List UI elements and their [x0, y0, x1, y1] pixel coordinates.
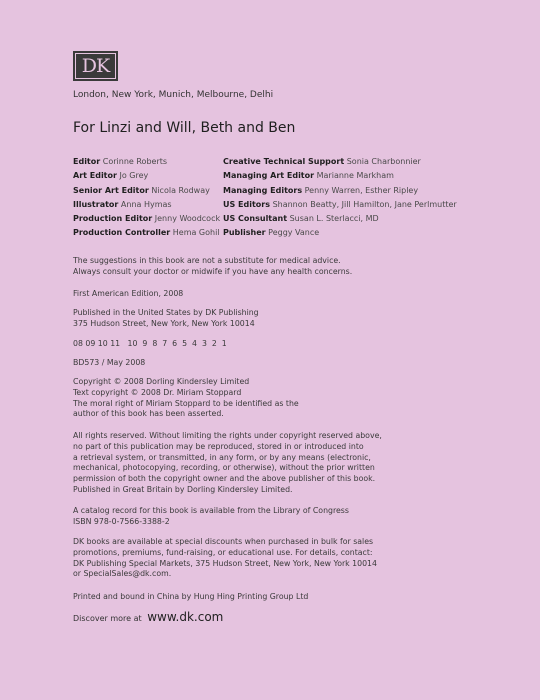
- text-line: 08 09 10 11 10 9 8 7 6 5 4 3 2 1: [73, 339, 227, 348]
- text-line: permission of both the copyright owner and the above publisher of this book.: [73, 474, 376, 484]
- text-line: mechanical, photocopying, recording, or otherwise), without the prior written: [73, 463, 375, 473]
- text-line: First American Edition, 2008: [73, 289, 184, 298]
- text-line: no part of this publication may be reproduced, stored in or introduced into: [73, 441, 364, 451]
- text-line: a retrieval system, or transmitted, in any form, or by any means (electronic,: [73, 452, 371, 462]
- credit-role: Production Controller: [73, 228, 171, 238]
- credit-name: Penny Warren, Esther Ripley: [304, 185, 419, 195]
- credit-row: [73, 226, 220, 240]
- credit-role: Editor: [73, 157, 101, 166]
- text-line: promotions, premiums, fund-raising, or educational use. For details, contact:: [73, 547, 373, 557]
- edition-note: [73, 289, 373, 300]
- credit-role: Illustrator: [73, 199, 119, 209]
- text-line: author of this book has been asserted.: [73, 409, 224, 419]
- text-line: Published in Great Britain by Dorling Kindersley Limited.: [73, 484, 293, 494]
- medical-disclaimer: [73, 256, 373, 278]
- credit-row: [73, 169, 220, 183]
- text-line: BD573 / May 2008: [73, 358, 146, 367]
- rights-reserved: [73, 431, 382, 496]
- text-line: DK books are available at special discounts when purchased in bulk for sales: [73, 537, 374, 546]
- credit-row: [73, 212, 220, 226]
- credit-name: Shannon Beatty, Jill Hamilton, Jane Perlmutter: [272, 199, 457, 209]
- credit-name: Corinne Roberts: [102, 157, 168, 166]
- copyright-block: [73, 377, 373, 420]
- publisher-cities: London, New York, Munich, Melbourne, Delhi: [73, 90, 274, 100]
- credit-name: Anna Hymas: [120, 199, 172, 209]
- credit-row: [223, 212, 457, 226]
- credit-name: Jenny Woodcock: [154, 214, 221, 224]
- credit-name: Nicola Rodway: [151, 185, 210, 195]
- discover-more: [73, 610, 223, 624]
- credit-row: [223, 169, 457, 183]
- credit-row: [73, 155, 220, 169]
- credit-name: Jo Grey: [119, 171, 149, 181]
- text-line: Always consult your doctor or midwife if you have any health concerns.: [73, 266, 353, 276]
- text-line: ISBN 978-0-7566-3388-2: [73, 516, 170, 526]
- credit-row: [223, 184, 457, 198]
- credit-role: Managing Art Editor: [223, 171, 315, 181]
- credit-name: Susan L. Sterlacci, MD: [289, 214, 379, 224]
- credit-role: Art Editor: [73, 171, 117, 181]
- printing-numbers: [73, 339, 373, 350]
- website-link[interactable]: www.dk.com: [147, 610, 224, 624]
- credits-right: [223, 155, 457, 241]
- text-line: 375 Hudson Street, New York, New York 10014: [73, 318, 255, 328]
- text-line: A catalog record for this book is available from the Library of Congress: [73, 506, 349, 515]
- credit-name: Peggy Vance: [268, 228, 320, 238]
- discover-label: Discover more at: [73, 614, 142, 623]
- credit-role: Production Editor: [73, 214, 153, 224]
- credit-row: [223, 226, 457, 240]
- credit-name: Sonia Charbonnier: [346, 157, 421, 166]
- printer-note: [73, 592, 373, 603]
- text-line: The suggestions in this book are not a substitute for medical advice.: [73, 256, 341, 265]
- dk-logo: [73, 51, 118, 81]
- credit-role: Publisher: [223, 228, 266, 238]
- catalog-record: [73, 506, 373, 528]
- credit-row: [73, 184, 220, 198]
- text-line: The moral right of Miriam Stoppard to be identified as the: [73, 398, 299, 408]
- credit-role: US Consultant: [223, 214, 288, 224]
- credit-role: Creative Technical Support: [223, 157, 345, 166]
- publisher-address: [73, 308, 373, 330]
- dk-logo-text: DK: [75, 53, 116, 79]
- credit-name: Hema Gohil: [172, 228, 220, 238]
- credit-role: Senior Art Editor: [73, 185, 149, 195]
- text-line: All rights reserved. Without limiting the rights under copyright reserved above,: [73, 431, 382, 440]
- text-line: Copyright © 2008 Dorling Kindersley Limited: [73, 377, 250, 386]
- text-line: Printed and bound in China by Hung Hing Printing Group Ltd: [73, 592, 309, 601]
- credit-row: [73, 198, 220, 212]
- bulk-sales: [73, 537, 377, 580]
- text-line: or SpecialSales@dk.com.: [73, 569, 172, 579]
- dedication: For Linzi and Will, Beth and Ben: [73, 120, 296, 136]
- credit-row: [223, 198, 457, 212]
- catalog-code: [73, 358, 373, 369]
- credit-role: US Editors: [223, 199, 271, 209]
- credit-role: Managing Editors: [223, 185, 303, 195]
- text-line: DK Publishing Special Markets, 375 Hudson Street, New York, New York 10014: [73, 558, 377, 568]
- text-line: Published in the United States by DK Publishing: [73, 308, 259, 317]
- text-line: Text copyright © 2008 Dr. Miriam Stoppard: [73, 387, 242, 397]
- credits-left: [73, 155, 220, 241]
- credit-row: [223, 155, 457, 169]
- credit-name: Marianne Markham: [316, 171, 394, 181]
